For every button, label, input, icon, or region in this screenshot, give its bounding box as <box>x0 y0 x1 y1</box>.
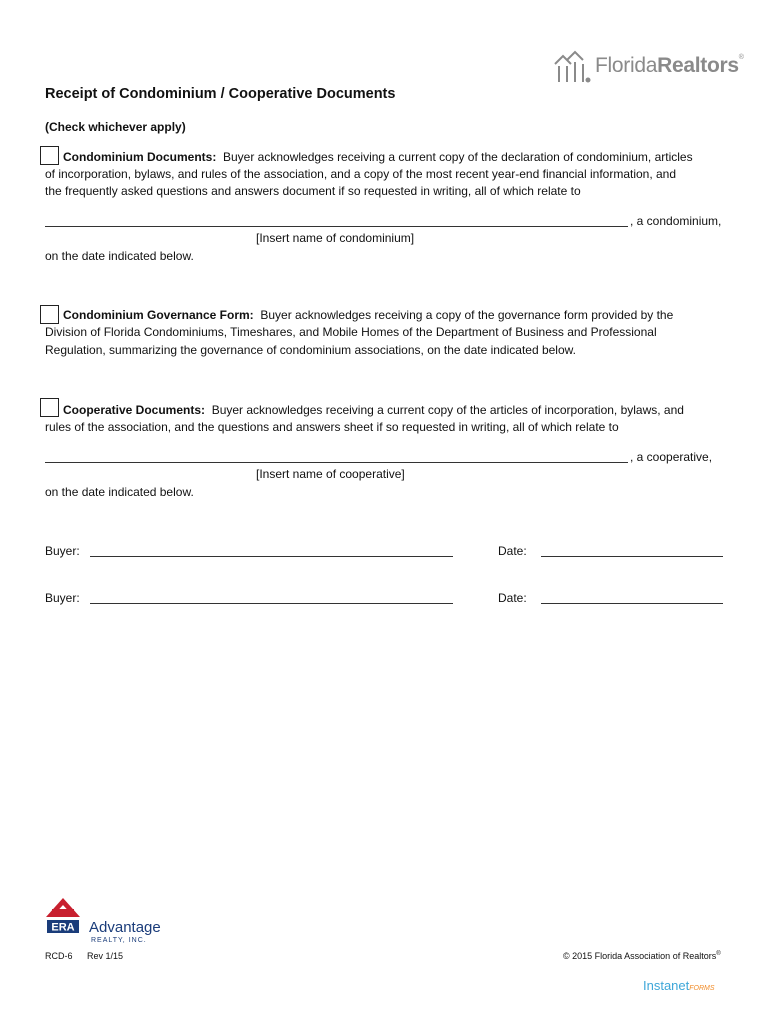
coop-docs-text-1: Buyer acknowledges receiving a current copy of the articles of incorporation, bylaws, and <box>211 403 684 417</box>
coop-documents-checkbox[interactable] <box>40 398 59 417</box>
governance-heading: Condominium Governance Form: <box>63 308 254 322</box>
instanet-forms-text: FORMS <box>689 985 715 992</box>
governance-text-2: Division of Florida Condominiums, Timeshares, and Mobile Homes of the Department of Business and Professional <box>45 325 657 339</box>
date-1-label: Date: <box>498 544 527 558</box>
buyer-2-signature-field[interactable] <box>90 603 453 604</box>
condo-documents-checkbox[interactable] <box>40 146 59 165</box>
form-title: Receipt of Condominium / Cooperative Documents <box>45 86 396 102</box>
copyright-text: © 2015 Florida Association of Realtors <box>563 951 717 961</box>
copyright-notice <box>563 951 721 961</box>
coop-docs-heading: Cooperative Documents: <box>63 403 206 417</box>
condo-docs-text-2: of incorporation, bylaws, and rules of the association, and a copy of the most recent year-end financial information, and <box>45 167 677 181</box>
governance-text-3: Regulation, summarizing the governance of condominium associations, on the date indicated below. <box>45 343 576 357</box>
date-2-label: Date: <box>498 591 527 605</box>
condo-docs-text-3: the frequently asked questions and answers document if so requested in writing, all of which relate to <box>45 184 581 198</box>
condo-docs-line-1 <box>63 149 693 166</box>
governance-text-1: Buyer acknowledges receiving a copy of the governance form provided by the <box>260 308 674 322</box>
condo-closing: on the date indicated below. <box>45 249 194 263</box>
instanet-text: Instanet <box>643 978 690 993</box>
realty-logo-text: REALTY, INC. <box>91 937 147 944</box>
condo-docs-heading: Condominium Documents: <box>63 150 217 164</box>
condo-suffix: , a condominium, <box>630 214 722 228</box>
advantage-logo-text: Advantage <box>89 919 161 936</box>
form-code: RCD-6 <box>45 951 73 961</box>
condo-docs-text-1: Buyer acknowledges receiving a current copy of the declaration of condominium, articles <box>223 150 693 164</box>
florida-realtors-houses-icon <box>553 50 593 86</box>
condo-insert-hint: [Insert name of condominium] <box>256 231 415 245</box>
logo-registered-mark: ® <box>738 54 744 61</box>
date-1-field[interactable] <box>541 556 723 557</box>
florida-realtors-logo <box>553 50 753 86</box>
era-roof-icon <box>44 895 174 945</box>
buyer-2-label: Buyer: <box>45 591 80 605</box>
coop-docs-line-1 <box>63 402 684 419</box>
buyer-1-signature-field[interactable] <box>90 556 453 557</box>
instruction-text: (Check whichever apply) <box>45 120 186 134</box>
coop-name-field[interactable] <box>45 462 628 463</box>
instanet-forms-logo <box>643 978 715 993</box>
era-advantage-logo <box>44 895 174 945</box>
logo-text-bold: Realtors <box>657 54 739 77</box>
era-logo-text: ERA <box>51 921 75 934</box>
governance-form-checkbox[interactable] <box>40 305 59 324</box>
coop-closing: on the date indicated below. <box>45 485 194 499</box>
date-2-field[interactable] <box>541 603 723 604</box>
coop-suffix: , a cooperative, <box>630 450 713 464</box>
governance-line-1 <box>63 307 673 324</box>
coop-docs-text-2: rules of the association, and the questions and answers sheet if so requested in writing, all of which relate to <box>45 420 619 434</box>
coop-insert-hint: [Insert name of cooperative] <box>256 467 405 481</box>
logo-text-light: Florida <box>595 54 658 77</box>
condo-name-field[interactable] <box>45 226 628 227</box>
copyright-reg-mark: ® <box>716 951 721 957</box>
form-revision: Rev 1/15 <box>87 951 124 961</box>
buyer-1-label: Buyer: <box>45 544 80 558</box>
